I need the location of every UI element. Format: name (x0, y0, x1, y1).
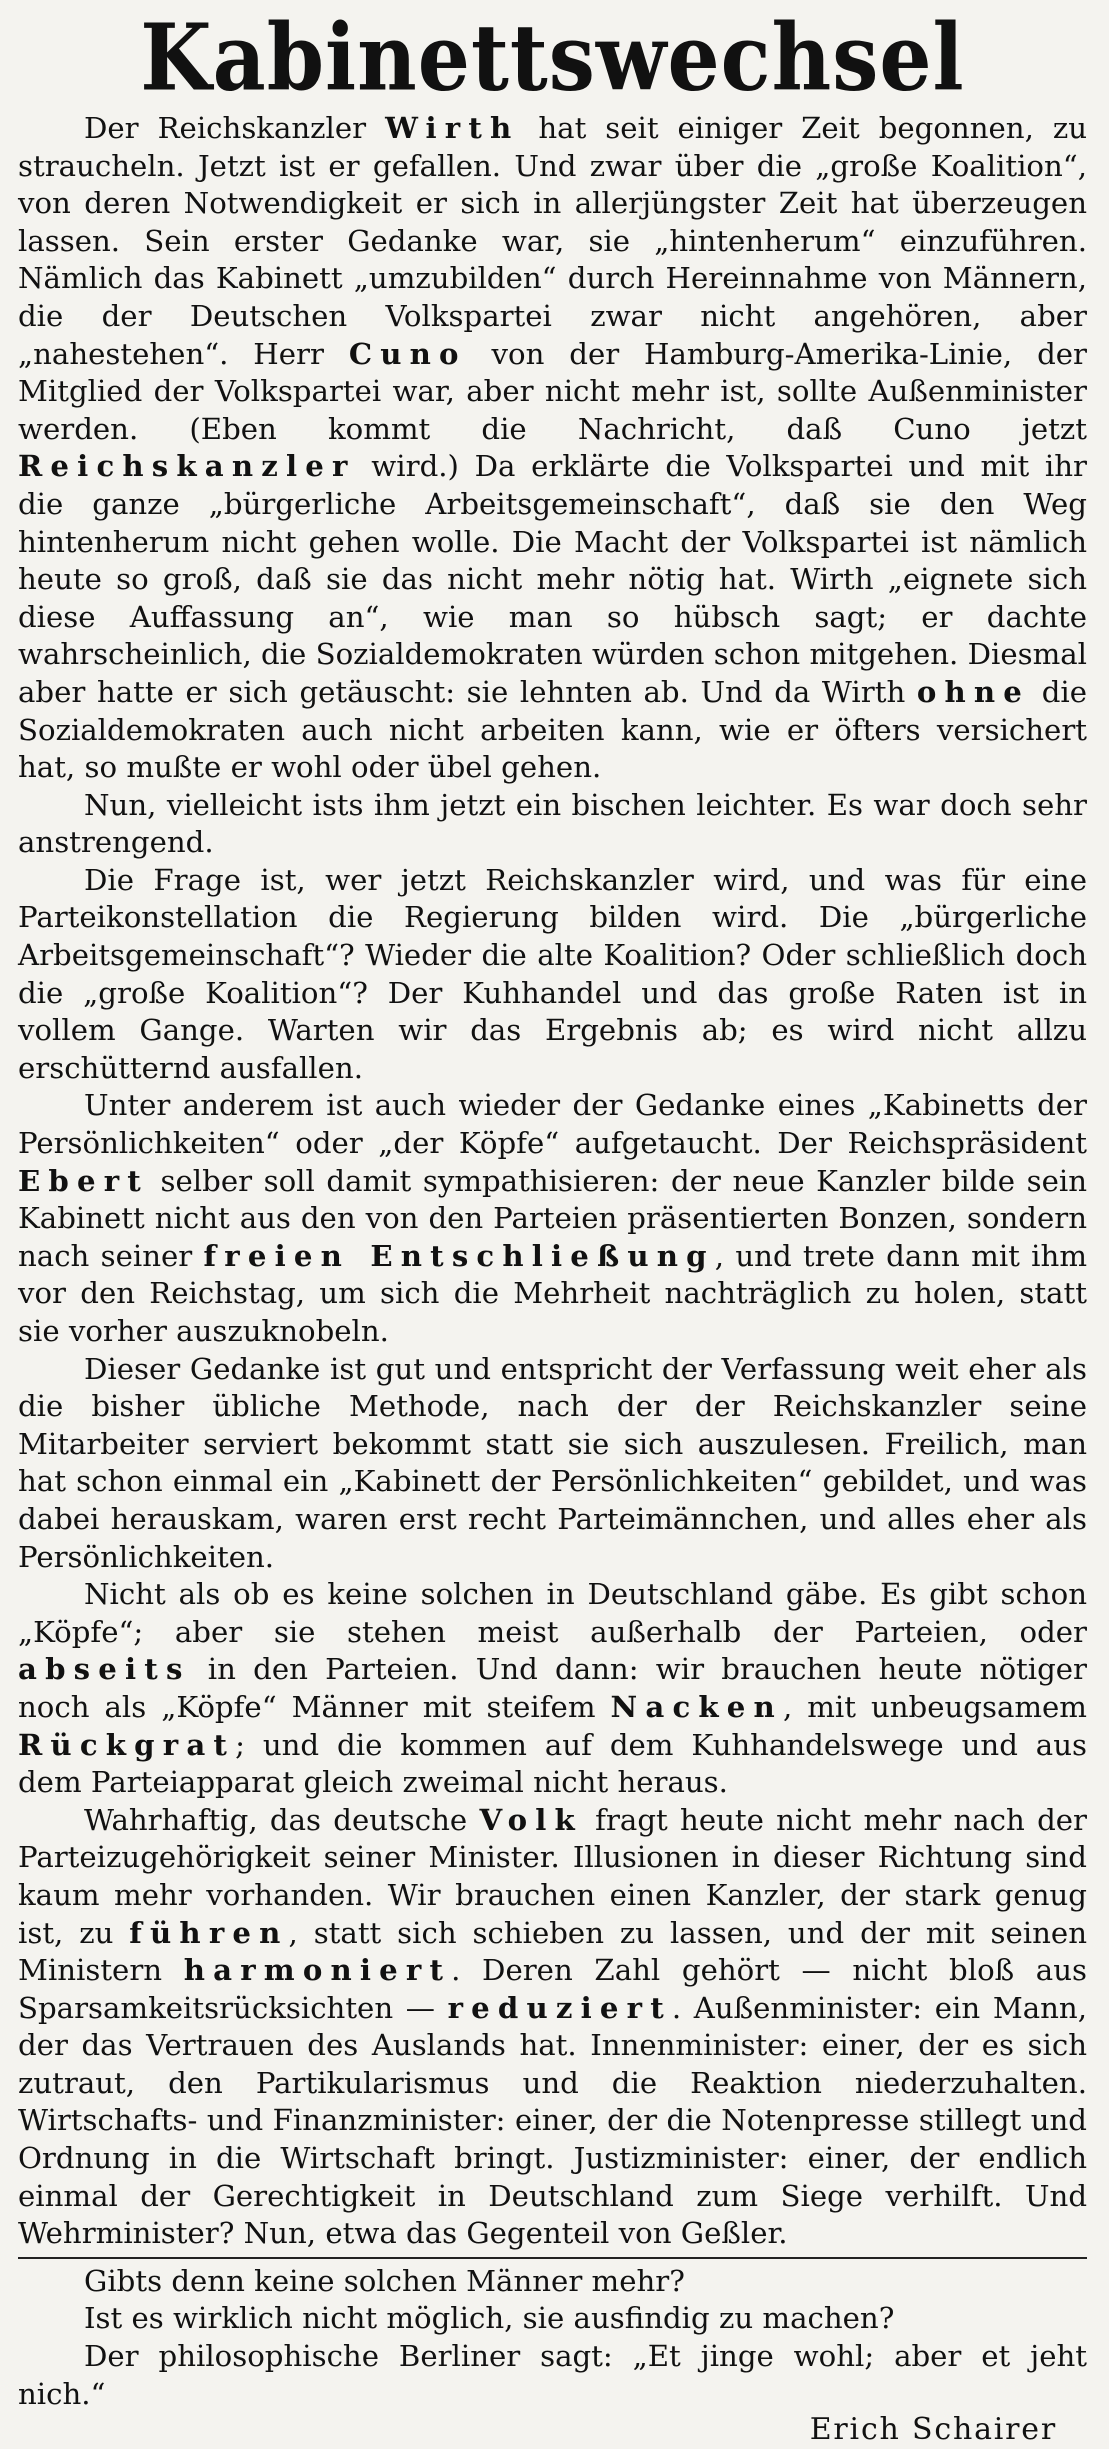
paragraph-text: , und trete dann mit ihm vor den Reichstag, um sich die Mehrheit nachträglich zu holen, statt sie vorher auszuknobeln. (18, 1238, 1087, 1348)
paragraph-text: . Außenminister: ein Mann, der das Vertrauen des Auslands hat. Innenminister: einer, der es sich zutraut, den Partikularismus und die Reaktion niederzuhalten. Wirtschafts- und Finanzminister: einer, der die Notenpresse stillegt und Ordnung in die Wirtschaft bringt. Justizminister: einer, der endlich einmal der Gerechtigkeit in Deutschland zum Siege verhilft. Und Wehrminister? Nun, etwa das Gegenteil von Geßler. (18, 1990, 1087, 2251)
article-paragraph (18, 1576, 1087, 1802)
article-paragraph (18, 2338, 1087, 2413)
paragraph-text: Der philosophische Berliner sagt: „Et jinge wohl; aber et jeht nich.“ (18, 2339, 1087, 2411)
emphasized-text: Rückgrat (18, 1727, 236, 1762)
paragraph-text: , statt sich schieben zu lassen, und der mit seinen Ministern (18, 1915, 1087, 1988)
emphasized-text: Nacken (610, 1689, 783, 1724)
article-paragraph (18, 2300, 1087, 2338)
paragraph-text: Die Frage ist, wer jetzt Reichskanzler wird, und was für eine Parteikonstellation die Regierung bilden wird. Die „bürgerliche Arbeitsgemeinschaft“? Wieder die alte Koalition? Oder schließlich doch die „große Koalition“? Der Kuhhandel und das große Raten ist in vollem Gange. Warten wir das Ergebnis ab; es wird nicht allzu erschütternd ausfallen. (18, 862, 1087, 1085)
emphasized-text: Cuno (348, 336, 467, 371)
article-headline: Kabinettswechsel (140, 4, 965, 112)
emphasized-text: führen (129, 1915, 289, 1950)
paragraph-text: Wahrhaftig, das deutsche (84, 1802, 480, 1837)
article-paragraph (18, 787, 1087, 862)
paragraph-text: Unter anderem ist auch wieder der Gedanke eines „Kabinetts der Persönlichkeiten“ oder „der Köpfe“ aufgetaucht. Der Reichspräsident (18, 1088, 1087, 1161)
paragraph-text: Nun, vielleicht ists ihm jetzt ein bischen leichter. Es war doch sehr anstrengend. (18, 787, 1087, 860)
paragraph-text: , mit unbeugsamem (782, 1689, 1087, 1724)
paragraph-text: Nicht als ob es keine solchen in Deutschland gäbe. Es gibt schon „Köpfe“; aber sie stehen meist außerhalb der Parteien, oder (18, 1577, 1087, 1649)
paragraph-text: . Deren Zahl gehört — nicht bloß aus Sparsamkeitsrücksichten — (18, 1953, 1087, 2025)
article-paragraph (18, 862, 1087, 1088)
paragraph-text: die Sozialdemokraten auch nicht arbeiten kann, wie er öfters versichert hat, so mußte er wohl oder übel gehen. (18, 674, 1087, 785)
emphasized-text: ohne (916, 674, 1031, 709)
emphasized-text: reduziert (447, 1990, 672, 2025)
emphasized-text: Wirth (385, 111, 520, 145)
paragraph-text: Ist es wirklich nicht möglich, sie ausfindig zu machen? (84, 2301, 895, 2336)
article-paragraph (18, 1802, 1087, 2253)
paragraph-text: Der Reichskanzler (84, 111, 386, 145)
emphasized-text: abseits (18, 1652, 191, 1687)
emphasized-text: Volk (479, 1802, 583, 1837)
paragraph-text: wird.) Da erklärte die Volkspartei und mit ihr die ganze „bürgerliche Arbeitsgemeinschaft“, daß sie den Weg hintenherum nicht gehen wolle. Die Macht der Volkspartei ist nämlich heute so groß, daß sie das nicht mehr nötig hat. Wirth „eignete sich diese Auffassung an“, wie man so hübsch sagt; er dachte wahrscheinlich, die Sozialdemokraten würden schon mitgehen. Diesmal aber hatte er sich getäuscht: sie lehnten ab. Und da Wirth (18, 449, 1088, 709)
author-signature: Erich Schairer (809, 2412, 1057, 2448)
emphasized-text: freien Entschließung (203, 1238, 715, 1273)
paragraph-text: in den Parteien. Und dann: wir brauchen heute nötiger noch als „Köpfe“ Männer mit steifem (18, 1652, 1087, 1724)
separator-rule (18, 2257, 1087, 2259)
article-paragraph (18, 110, 1087, 787)
paragraph-text: Gibts denn keine solchen Männer mehr? (84, 2263, 685, 2298)
emphasized-text: Ebert (18, 1163, 149, 1198)
paragraph-text: hat seit einiger Zeit begonnen, zu straucheln. Jetzt ist er gefallen. Und zwar über die „große Koalition“, von deren Notwendigkeit er sich in allerjüngster Zeit hat überzeugen lassen. Sein erster Gedanke war, sie „hintenherum“ einzuführen. Nämlich das Kabinett „umzubilden“ durch Hereinnahme von Männern, die der Deutschen Volkspartei zwar nicht angehören, aber „nahestehen“. Herr (18, 111, 1087, 371)
paragraph-text: ; und die kommen auf dem Kuhhandelswege und aus dem Parteiapparat gleich zweimal nicht heraus. (18, 1727, 1087, 1800)
paragraph-text: fragt heute nicht mehr nach der Parteizugehörigkeit seiner Minister. Illusionen in dieser Richtung sind kaum mehr vorhanden. Wir brauchen einen Kanzler, der stark genug ist, zu (18, 1802, 1087, 1950)
paragraph-text: von der Hamburg-Amerika-Linie, der Mitglied der Volkspartei war, aber nicht mehr ist, sollte Außenminister werden. (Eben kommt die Nachricht, daß Cuno jetzt (18, 336, 1087, 446)
article-paragraph (18, 1351, 1087, 1577)
emphasized-text: harmoniert (183, 1953, 452, 1988)
paragraph-text: selber soll damit sympathisieren: der neue Kanzler bilde sein Kabinett nicht aus den von den Parteien präsentierten Bonzen, sondern nach seiner (18, 1163, 1087, 1273)
emphasized-text: Reichskanzler (18, 449, 356, 484)
article-paragraph (18, 2263, 1087, 2301)
article-paragraph (18, 1087, 1087, 1350)
paragraph-text: Dieser Gedanke ist gut und entspricht der Verfassung weit eher als die bisher übliche Methode, nach der der Reichskanzler seine Mitarbeiter serviert bekommt statt sie sich auszulesen. Freilich, man hat schon einmal ein „Kabinett der Persönlichkeiten“ gebildet, und was dabei herauskam, waren erst recht Parteimännchen, und alles eher als Persönlichkeiten. (18, 1351, 1087, 1574)
article-body (18, 110, 1087, 2413)
